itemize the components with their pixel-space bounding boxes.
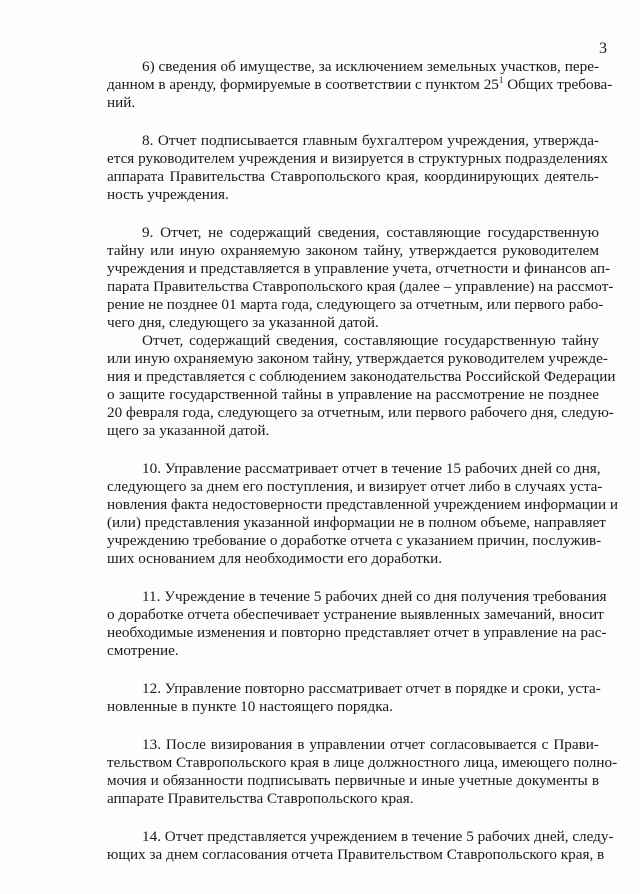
text-line: чего дня, следующего за указанной датой. [107,314,379,331]
paragraph-6 [107,58,613,112]
text-line: парата Правительства Ставропольского края (далее – управление) на рассмот- [107,278,614,295]
text-line: учреждению требование о доработке отчета с указанием причин, послужив- [107,532,602,549]
spacer [107,568,599,588]
document-body [107,58,619,864]
text-line: новления факта недостоверности представленной учреждением информации и [107,496,619,513]
text-line: 8. Отчет подписывается главным бухгалтером учреждения, утвержда- [142,132,599,149]
spacer [107,660,599,680]
text-line: смотрение. [107,642,179,659]
text-line: необходимые изменения и повторно представляет отчет в управление на рас- [107,624,607,641]
text-line: тайну или иную охраняемую законом тайну, утверждается руководителем [107,242,599,259]
page-number: 3 [599,40,607,57]
text-line: 6) сведения об имуществе, за исключением земельных участков, пере- [142,58,599,75]
text-line: ний. [107,94,136,111]
text-line: 11. Учреждение в течение 5 рабочих дней со дня получения требования [142,588,607,605]
text-line: ших основанием для необходимости его доработки. [107,550,443,567]
text-line: щего за указанной датой. [107,422,270,439]
text-line: ность учреждения. [107,186,229,203]
superscript: 1 [498,75,504,85]
paragraph-13 [107,736,618,808]
text-span: данном в аренду, формируемые в соответствии с пунктом 25 [107,76,499,93]
text-line: тельством Ставропольского края в лице должностного лица, имеющего полно- [107,754,618,771]
text-line: Отчет, содержащий сведения, составляющие государственную тайну [142,332,599,349]
text-line: рение не позднее 01 марта года, следующего за отчетным, или первого рабо- [107,296,604,313]
paragraph-14 [107,828,614,864]
text-line: следующего за днем его поступления, и визирует отчет либо в случаях уста- [107,478,603,495]
text-line: ется руководителем учреждения и визируется в структурных подразделениях [107,150,608,167]
spacer [107,716,599,736]
text-line: (или) представления указанной информации не в полном объеме, направляет [107,514,606,531]
text-line: ющих за днем согласования отчета Правительством Ставропольского края, в [107,846,605,863]
spacer [107,808,599,828]
text-line: 9. Отчет, не содержащий сведения, составляющие государственную [142,224,599,241]
text-line: 13. После визирования в управлении отчет согласовывается с Прави- [142,736,599,753]
text-line: о доработке отчета обеспечивает устранение выявленных замечаний, вносит [107,606,604,623]
paragraph-12 [107,680,599,716]
text-line: мочия и обязанности подписывать первичные и иные учетные документы в [107,772,599,789]
text-line: или иную охраняемую законом тайну, утверждается руководителем учрежде- [107,350,608,367]
spacer [107,440,599,460]
paragraph-8 [107,132,608,204]
paragraph-10 [107,460,619,568]
spacer [107,112,599,132]
text-line: о защите государственной тайны в управление на рассмотрение не позднее [107,386,599,403]
paragraph-9 [107,224,614,332]
text-line: 12. Управление повторно рассматривает отчет в порядке и сроки, уста- [142,680,601,697]
text-line: аппарате Правительства Ставропольского края. [107,790,414,807]
text-span: Общих требова- [503,76,613,93]
text-line: ния и представляется с соблюдением законодательства Российской Федерации [107,368,616,385]
text-line: учреждения и представляется в управление учета, отчетности и финансов ап- [107,260,611,277]
paragraph-11 [107,588,607,660]
text-line: 14. Отчет представляется учреждением в течение 5 рабочих дней, следу- [142,828,614,845]
text-line: новленные в пункте 10 настоящего порядка. [107,698,393,715]
paragraph-9-continued [107,332,616,440]
text-line: аппарата Правительства Ставропольского края, координирующих деятель- [107,168,599,185]
text-line: 20 февраля года, следующего за отчетным, или первого рабочего дня, следую- [107,404,614,421]
text-line [107,75,613,94]
spacer [107,204,599,224]
text-line: 10. Управление рассматривает отчет в течение 15 рабочих дней со дня, [142,460,601,477]
